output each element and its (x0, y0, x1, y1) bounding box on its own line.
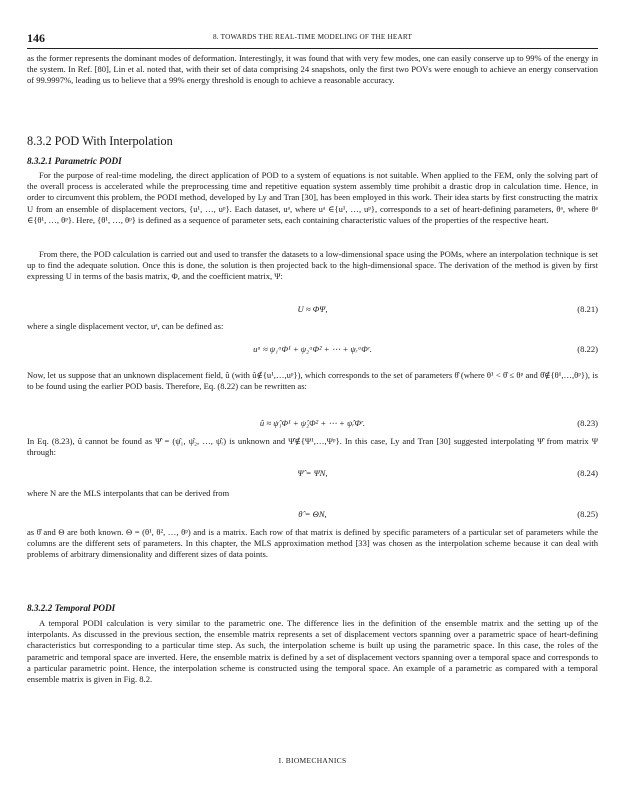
page-number: 146 (27, 31, 45, 45)
paragraph-6: where N are the MLS interpolants that can be derived from (27, 488, 230, 498)
subsection-heading-temporal: 8.3.2.2 Temporal PODI (27, 603, 116, 613)
paragraph-8: A temporal PODI calculation is very similar to the parametric one. The difference lies in the definition of the ensemble matrix and the setting up of the interpolants. As discussed in the previous section, the ensemble matrix represents a set of displacement vectors spanning over a parametric space of heart-defining characteristics but corresponding to a particular time step. As such, the interpolation scheme is built up using the parametric space. In this case, the roles of the parametric and temporal space are inverted. Here, the ensemble matrix is defined by a set of displacement vectors spanning over a temporal space and corresponds to a particular parametric point. Hence, the interpolation scheme is constructed using the temporal space. An example of a parametric as compared with a temporal ensemble matrix is given in Fig. 8.2. (27, 618, 598, 685)
equation-number: (8.21) (577, 304, 598, 314)
subsection-heading-parametric: 8.3.2.1 Parametric PODI (27, 156, 122, 166)
paragraph-4: Now, let us suppose that an unknown displacement field, û (with û∉{u¹,…,uᵖ}), which corresponds to the set of parameters θ̂ (where θ¹ < θ̂ ≤ θᵖ and θ̂∉{θ¹,…,θᵖ}), is to be found using the earlier POD basis. Therefore, Eq. (8.22) can be rewritten as: (27, 370, 598, 392)
paragraph-5: In Eq. (8.23), û cannot be found as Ψ̂ = (ψ̂₁, ψ̂₂, …, ψ̂ᵣ) is unknown and Ψ̂∉{Ψ¹,…,Ψᵖ}. In this case, Ly and Tran [30] suggested interpolating Ψ̂ from matrix Ψ through: (27, 436, 598, 458)
equation-8-24 (27, 468, 598, 480)
paragraph-1: For the purpose of real-time modeling, the direct application of POD to a system of equations is not suitable. When applied to the FEM, only the solving part of the overall process is accelerated while the preprocessing time and repetitive equation system assembly time prohibit a drastic drop in calculation time. Hence, in order to circumvent this problem, the PODI method, developed by Ly and Tran [30], has been employed in this work. Their idea starts by first constructing the matrix U from an ensemble of displacement vectors, {u¹, …, uᵖ}. Each dataset, uᵃ, where uᵃ ∈{u¹, …, uᵖ}, corresponds to a set of heart-defining parameters, θᵃ, where θᵃ ∈{θ¹, …, θᵖ}. Here, {θ¹, …, θᵖ} is defined as a sequence of parameter sets, each containing characteristic values of the properties of the respective heart. (27, 170, 598, 225)
equation-body: û ≈ ψ̂₁Φ¹ + ψ̂₂Φ² + ⋯ + ψ̂ᵣΦʳ. (259, 418, 366, 428)
equation-body: θ̂ = ΘN, (298, 509, 327, 519)
section-heading: 8.3.2 POD With Interpolation (27, 134, 173, 148)
running-title: 8. TOWARDS THE REAL-TIME MODELING OF THE HEART (212, 33, 413, 41)
paragraph-2: From there, the POD calculation is carried out and used to transfer the datasets to a low-dimensional space using the POMs, where an interpolation technique is set up to find the adequate solution. Once this is done, the solution is then projected back to the high-dimensional space. The derivation of the method is given by first expressing U in terms of the basis matrix, Φ, and the coefficient matrix, Ψ: (27, 249, 598, 282)
equation-8-22 (27, 344, 598, 356)
equation-body: Ψ̂ = ΨN, (297, 468, 328, 478)
equation-body: U ≈ ΦΨ, (297, 304, 328, 314)
equation-8-21 (27, 304, 598, 316)
intro-paragraph: as the former represents the dominant modes of deformation. Interestingly, it was found that with very few modes, one can easily conserve up to 99% of the energy in the system. In Ref. [80], Lin et al. noted that, with their set of data comprising 24 snapshots, only the first two POVs were enough to achieve an energy conservation of 99.9997%, leading us to believe that a 99% energy threshold is enough to achieve a reasonable accuracy. (27, 53, 598, 86)
paragraph-3: where a single displacement vector, uᵃ, can be defined as: (27, 321, 224, 331)
page-footer: I. BIOMECHANICS (278, 756, 347, 765)
equation-body: uᵃ ≈ ψ₁ᵃΦ¹ + ψ₂ᵃΦ² + ⋯ + ψᵣᵃΦʳ. (253, 344, 372, 354)
equation-number: (8.24) (577, 468, 598, 478)
equation-8-23 (27, 418, 598, 430)
paragraph-7: as θ̂ and Θ are both known. Θ = (θ¹, θ², …, θᵖ) and is a matrix. Each row of that matrix is defined by specific parameters of a particular set of parameters while the columns are the different sets of parameters. In this chapter, the MLS approximation method [33] was chosen as the interpolation scheme because it can deal with problems of arbitrary dimensionality and different sizes of data points. (27, 527, 598, 560)
page-header (27, 31, 598, 49)
equation-number: (8.23) (577, 418, 598, 428)
header-rule (27, 48, 598, 49)
equation-number: (8.22) (577, 344, 598, 354)
equation-number: (8.25) (577, 509, 598, 519)
equation-8-25 (27, 509, 598, 521)
